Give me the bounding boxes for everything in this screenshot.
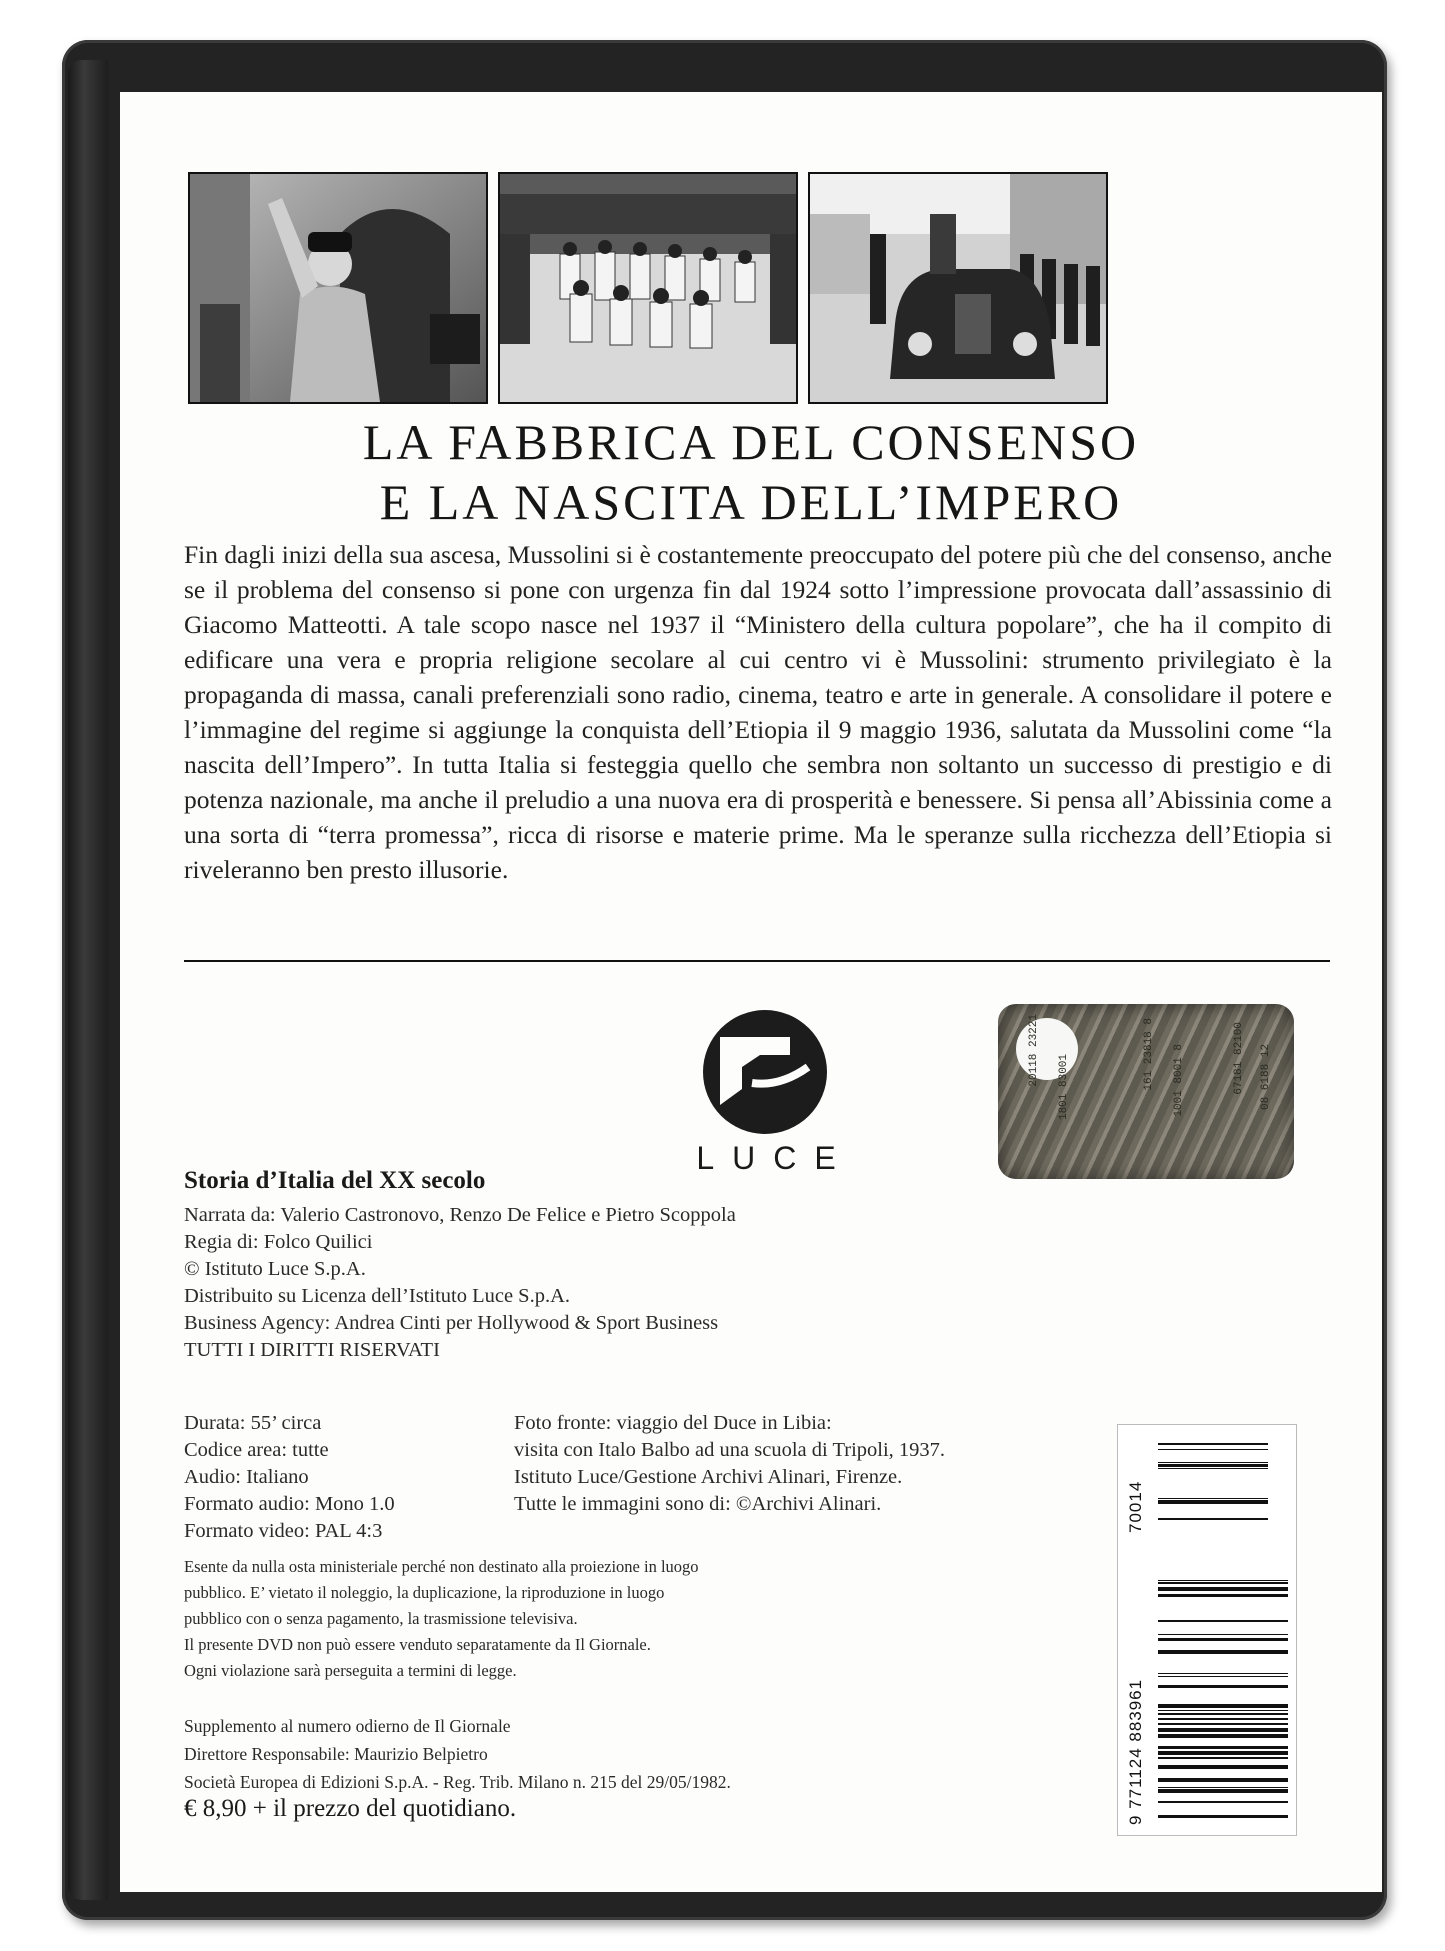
barcode-bar — [1158, 1587, 1288, 1591]
spec-line: Durata: 55’ circa — [184, 1412, 322, 1434]
luce-logo-icon — [690, 997, 840, 1147]
barcode-bar — [1158, 1620, 1288, 1622]
barcode-bar — [1158, 1789, 1288, 1793]
hologram-code: 161 23818 8 — [1143, 1018, 1155, 1091]
main-title-line-1: LA FABBRICA DEL CONSENSO — [362, 414, 1140, 470]
barcode-bar — [1158, 1685, 1288, 1688]
photo-credit-line: Tutte le immagini sono di: ©Archivi Alinari. — [514, 1493, 882, 1515]
legal-line: Il presente DVD non può essere venduto separatamente da Il Giornale. — [184, 1635, 651, 1654]
main-title-line-2: E LA NASCITA DELL’IMPERO — [379, 474, 1123, 530]
price-text: € 8,90 + il prezzo del quotidiano. — [184, 1795, 517, 1822]
barcode-bar — [1158, 1650, 1288, 1654]
barcode-bar — [1158, 1500, 1268, 1504]
technical-specs — [184, 1410, 395, 1545]
barcode-bar — [1158, 1801, 1288, 1803]
barcode-bar — [1158, 1718, 1288, 1720]
credit-line: Regia di: Folco Quilici — [184, 1231, 373, 1253]
barcode-bar — [1158, 1710, 1288, 1711]
dvd-case-spine — [68, 60, 108, 1900]
spec-line: Codice area: tutte — [184, 1439, 329, 1461]
photo-credits — [514, 1410, 945, 1518]
credits-block — [184, 1202, 736, 1364]
barcode-bar — [1158, 1815, 1288, 1818]
photo-credit-line: Foto fronte: viaggio del Duce in Libia: — [514, 1412, 832, 1434]
siae-hologram-sticker — [998, 1004, 1294, 1179]
barcode-bar — [1158, 1518, 1268, 1520]
hologram-code: 20118 23221 — [1028, 1014, 1040, 1087]
barcode-bar — [1158, 1751, 1288, 1755]
photo-credit-line: visita con Italo Balbo ad una scuola di Tripoli, 1937. — [514, 1439, 946, 1461]
barcode-bar — [1158, 1728, 1288, 1732]
spec-line: Audio: Italiano — [184, 1466, 309, 1488]
barcode-bar — [1158, 1757, 1288, 1759]
barcode-bar — [1158, 1704, 1288, 1708]
barcode-bar — [1158, 1746, 1288, 1749]
barcode-bar — [1158, 1464, 1268, 1467]
divider-line — [184, 960, 1330, 962]
hologram-codes — [998, 1004, 1294, 1179]
description-paragraph: Fin dagli inizi della sua ascesa, Mussolini si è costantemente preoccupato del potere più che del consenso, anche se il problema del consenso si pone con urgenza fin dal 1924 sotto l’impressione provocata dall’assassinio di Giacomo Matteotti. A tale scopo nasce nel 1937 il “Ministero della cultura popolare”, che ha il compito di edificare una vera e propria religione secolare al cui centro vi è Mussolini: strumento privilegiato è la propaganda di massa, canali preferenziali sono radio, cinema, teatro e arte in generale. A consolidare il potere e l’immagine del regime si aggiunge la conquista dell’Etiopia il 9 maggio 1936, salutata da Mussolini come “la nascita dell’Impero”. In tutta Italia si festeggia quello che sembra non soltanto un successo di prestigio e di potenza nazionale, ma anche il preludio a una nuova era di prosperità e benessere. Si pensa all’Abissinia come a una sorta di “terra promessa”, ricca di risorse e materie prime. Ma le speranze sulla ricchezza dell’Etiopia si riveleranno ben presto illusorie. — [184, 540, 1332, 884]
legal-line: pubblico. E’ vietato il noleggio, la duplicazione, la riproduzione in luogo — [184, 1583, 665, 1602]
barcode-bar — [1158, 1778, 1288, 1782]
legal-line: Ogni violazione sarà perseguita a termini di legge. — [184, 1661, 517, 1680]
barcode-bar — [1158, 1734, 1288, 1738]
barcode-bar — [1158, 1498, 1268, 1499]
supplement-info — [184, 1712, 731, 1796]
barcode-bar — [1158, 1676, 1288, 1677]
photo-car — [808, 172, 1108, 404]
barcode-bar — [1158, 1638, 1288, 1641]
legal-line: pubblico con o senza pagamento, la trasmissione televisiva. — [184, 1609, 578, 1628]
photo-credit-line: Istituto Luce/Gestione Archivi Alinari, Firenze. — [514, 1466, 903, 1488]
legal-line: Esente da nulla osta ministeriale perché non destinato alla proiezione in luogo — [184, 1557, 699, 1576]
photo-parade — [498, 172, 798, 404]
hologram-code: 1001 8001 8 — [1173, 1044, 1185, 1117]
supplement-line: Società Europea di Edizioni S.p.A. - Reg. Trib. Milano n. 215 del 29/05/1982. — [184, 1772, 731, 1792]
luce-logo-text: LUCE — [696, 1140, 854, 1176]
barcode-bar — [1158, 1449, 1268, 1450]
credit-line: © Istituto Luce S.p.A. — [184, 1258, 366, 1280]
legal-notice — [184, 1554, 699, 1684]
credit-line: Distribuito su Licenza dell’Istituto Luce S.p.A. — [184, 1285, 571, 1307]
hologram-code: 67181 82100 — [1233, 1022, 1245, 1095]
barcode-main-digits: 9 771124 883961 — [1126, 1678, 1145, 1825]
series-title: Storia d’Italia del XX secolo — [184, 1167, 486, 1194]
spec-line: Formato audio: Mono 1.0 — [184, 1493, 395, 1515]
barcode-bar — [1158, 1443, 1268, 1445]
supplement-line: Supplemento al numero odierno de Il Giornale — [184, 1716, 511, 1736]
barcode-bar — [1158, 1462, 1268, 1463]
hologram-code: 1801 83001 — [1058, 1054, 1070, 1121]
barcode — [1117, 1424, 1297, 1836]
photo-salute — [188, 172, 488, 404]
back-cover-sheet — [120, 92, 1382, 1892]
barcode-bar — [1158, 1673, 1288, 1674]
barcode-bar — [1158, 1765, 1288, 1769]
main-title — [120, 412, 1382, 532]
barcode-bar — [1158, 1723, 1288, 1725]
barcode-bar — [1158, 1787, 1288, 1788]
barcode-bar — [1158, 1468, 1268, 1469]
photo-strip — [188, 172, 1328, 402]
credit-line: TUTTI I DIRITTI RISERVATI — [184, 1339, 440, 1361]
barcode-bar — [1158, 1594, 1288, 1597]
barcode-bar — [1158, 1582, 1288, 1584]
barcode-addon-digits: 70014 — [1126, 1480, 1145, 1533]
credit-line: Business Agency: Andrea Cinti per Hollywood & Sport Business — [184, 1312, 719, 1334]
barcode-bar — [1158, 1580, 1288, 1581]
spec-line: Formato video: PAL 4:3 — [184, 1520, 383, 1542]
barcode-bar — [1158, 1634, 1288, 1635]
supplement-line: Direttore Responsabile: Maurizio Belpietro — [184, 1744, 488, 1764]
hologram-code: 08 6188 12 — [1260, 1044, 1272, 1111]
barcode-bar — [1158, 1713, 1288, 1715]
credit-line: Narrata da: Valerio Castronovo, Renzo De Felice e Pietro Scoppola — [184, 1204, 736, 1226]
